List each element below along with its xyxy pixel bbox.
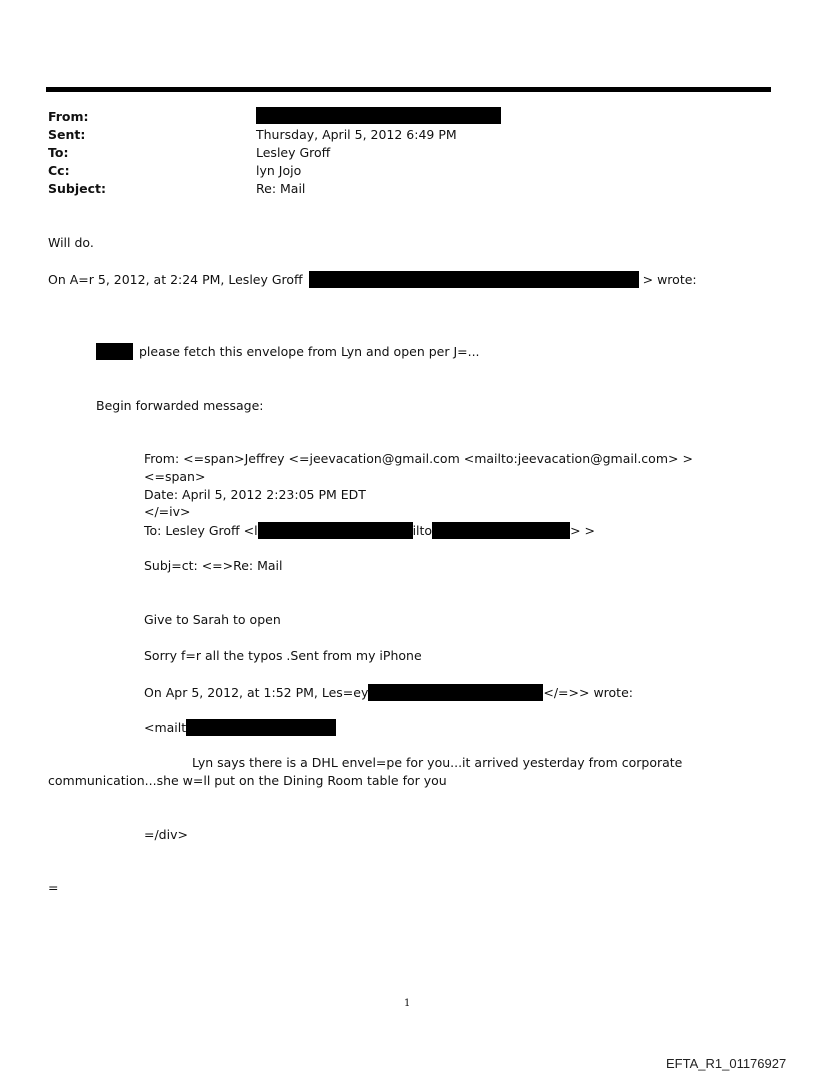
fwd-date-line: Date: April 5, 2012 2:23:05 PM EDT (144, 487, 366, 502)
redaction-bar (368, 684, 543, 701)
fwd-span-line: <=span> (144, 469, 206, 484)
mailt-line (144, 719, 336, 736)
sent-value: Thursday, April 5, 2012 6:49 PM (256, 127, 457, 142)
cc-label: Cc: (48, 163, 70, 178)
fwd-to-prefix: To: Lesley Groff <l (144, 523, 258, 538)
header-rule (46, 87, 771, 92)
redaction-bar (309, 271, 639, 288)
fwd-to-line (144, 522, 595, 539)
mailt-text: <mailt (144, 720, 187, 735)
quote-line (48, 271, 697, 288)
on-apr-line (144, 684, 633, 701)
give-text: Give to Sarah to open (144, 612, 281, 627)
to-value: Lesley Groff (256, 145, 331, 160)
page-number: 1 (404, 998, 411, 1009)
on-apr-suffix: </=>> wrote: (543, 685, 633, 700)
lyn-line-1: Lyn says there is a DHL envel=pe for you...it arrived yesterday from corporate (192, 755, 683, 770)
quote-prefix: On A=r 5, 2012, at 2:24 PM, Lesley Groff (48, 272, 303, 287)
subject-value: Re: Mail (256, 181, 306, 196)
document-id: EFTA_R1_01176927 (666, 1056, 787, 1071)
lyn-line-2: communication...she w=ll put on the Dining Room table for you (48, 773, 447, 788)
forwarded-heading: Begin forwarded message: (96, 398, 264, 413)
fwd-iv-line: </=iv> (144, 504, 191, 519)
quote-suffix: > wrote: (642, 272, 697, 287)
fwd-to-suffix: > > (570, 523, 595, 538)
fwd-to-mid: ilto (412, 523, 433, 538)
to-label: To: (48, 145, 69, 160)
fwd-subject-line: Subj=ct: <=>Re: Mail (144, 558, 283, 573)
redaction-bar (256, 107, 501, 124)
sorry-text: Sorry f=r all the typos .Sent from my iPhone (144, 648, 422, 663)
sent-label: Sent: (48, 127, 86, 142)
redaction-bar (432, 522, 570, 539)
cc-value: lyn Jojo (256, 163, 302, 178)
from-value (256, 107, 501, 124)
subject-label: Subject: (48, 181, 106, 196)
fetch-text: please fetch this envelope from Lyn and open per J=... (138, 344, 480, 359)
div-close-text: =/div> (144, 827, 188, 842)
redaction-bar (96, 343, 133, 360)
fetch-line (96, 343, 480, 360)
redaction-bar (258, 522, 413, 539)
from-label: From: (48, 109, 89, 124)
redaction-bar (186, 719, 336, 736)
reply-text: Will do. (48, 235, 94, 250)
equals-text: = (48, 880, 59, 895)
fwd-from-line: From: <=span>Jeffrey <=jeevacation@gmail.com <mailto:jeevacation@gmail.com> > (144, 451, 693, 466)
on-apr-prefix: On Apr 5, 2012, at 1:52 PM, Les=ey (144, 685, 369, 700)
